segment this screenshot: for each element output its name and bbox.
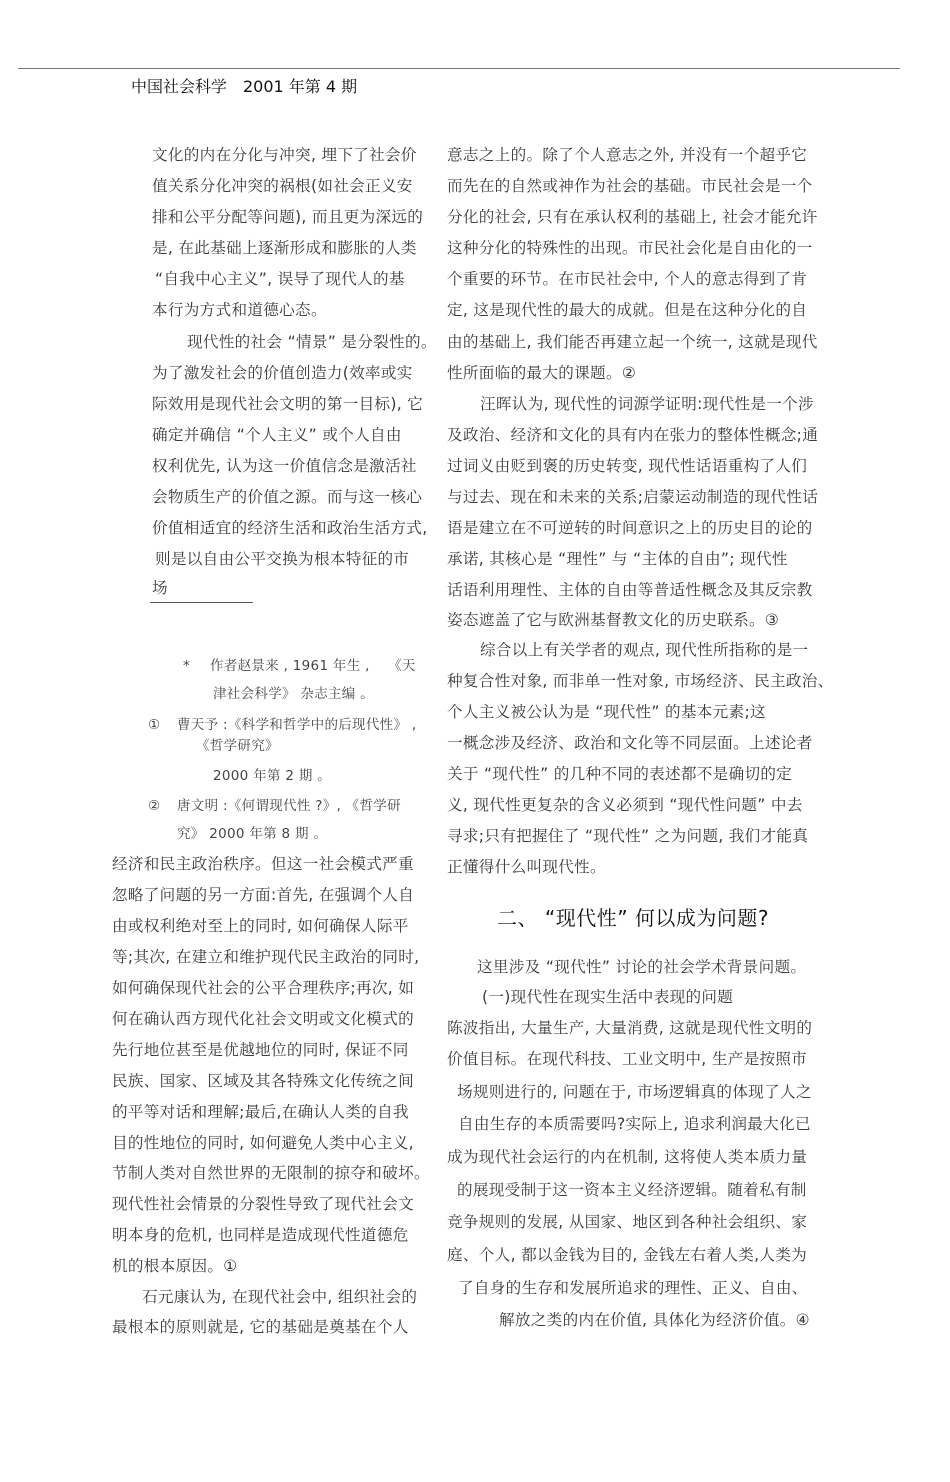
right-column-text-line: 过词义由贬到褒的历史转变, 现代性话语重构了人们 bbox=[447, 457, 808, 475]
left-column-text-line: 何在确认西方现代化社会文明或文化模式的 bbox=[112, 1010, 414, 1028]
left-column-text-line: 经济和民主政治秩序。但这一社会模式严重 bbox=[112, 855, 414, 873]
footnote-separator bbox=[150, 602, 253, 603]
left-column-text-line: 是, 在此基础上逐渐形成和膨胀的人类 bbox=[152, 239, 417, 257]
right-column-text-line: 承诺, 其核心是 “理性” 与 “主体的自由”; 现代性 bbox=[447, 550, 788, 568]
left-column-text-line: 权利优先, 认为这一价值信念是激活社 bbox=[152, 457, 417, 475]
footnote-line: 2000 年第 2 期 。 bbox=[213, 768, 332, 784]
right-column-text-line: 个人主义被公认为是 “现代性” 的基本元素;这 bbox=[447, 703, 766, 721]
left-column-text-line: 文化的内在分化与冲突, 埋下了社会价 bbox=[152, 146, 417, 164]
right-column-text-line: 语是建立在不可逆转的时间意识之上的历史目的论的 bbox=[447, 519, 813, 537]
left-column-text-line: 现代性的社会 “情景” 是分裂性的。 bbox=[187, 333, 437, 351]
right-column-text-line: 自由生存的本质需要吗?实际上, 追求利润最大化已 bbox=[458, 1115, 811, 1133]
footnote-line: 究》 2000 年第 8 期 。 bbox=[177, 826, 328, 842]
left-column-text-line: 场 bbox=[152, 579, 168, 597]
left-column-text-line: 先行地位甚至是优越地位的同时, 保证不同 bbox=[112, 1041, 409, 1059]
right-column-text-line: 与过去、现在和未来的关系;启蒙运动制造的现代性话 bbox=[447, 488, 819, 506]
left-column-text-line: 确定并确信 “个人主义” 或个人自由 bbox=[152, 426, 402, 444]
footnote-line: ② bbox=[148, 798, 161, 814]
left-column-text-line: 的平等对话和理解;最后,在确认人类的自我 bbox=[112, 1103, 409, 1121]
right-column-text-line: 分化的社会, 只有在承认权利的基础上, 社会才能允许 bbox=[447, 208, 818, 226]
right-column-text-line: 竞争规则的发展, 从国家、地区到各种社会组织、家 bbox=[447, 1213, 808, 1231]
right-column-text-line: 义, 现代性更复杂的含义必须到 “现代性问题” 中去 bbox=[447, 796, 803, 814]
left-column-text-line: 石元康认为, 在现代社会中, 组织社会的 bbox=[142, 1288, 418, 1306]
footnote-line: 《哲学研究》 bbox=[196, 738, 279, 754]
left-column-text-line: 目的性地位的同时, 如何避免人类中心主义, bbox=[112, 1134, 414, 1152]
right-column-text-line: 话语利用理性、主体的自由等普适性概念及其反宗教 bbox=[447, 581, 813, 599]
right-column-text-line: 汪晖认为, 现代性的词源学证明:现代性是一个涉 bbox=[480, 395, 814, 413]
right-column-text-line: (一)现代性在现实生活中表现的问题 bbox=[482, 988, 734, 1006]
right-column-text-line: 庭、个人, 都以金钱为目的, 金钱左右着人类,人类为 bbox=[447, 1246, 808, 1264]
footnote-line: ① bbox=[148, 717, 161, 733]
footnote-line: 唐文明 :《何谓现代性 ?》, 《哲学研 bbox=[177, 798, 401, 814]
left-column-text-line: 最根本的原则就是, 它的基础是奠基在个人 bbox=[112, 1318, 409, 1336]
right-column-text-line: 意志之上的。除了个人意志之外, 并没有一个超乎它 bbox=[447, 146, 808, 164]
left-column-text-line: 为了激发社会的价值创造力(效率或实 bbox=[152, 364, 413, 382]
right-column-text-line: 了自身的生存和发展所追求的理性、正义、自由、 bbox=[458, 1279, 808, 1297]
left-column-text-line: 明本身的危机, 也同样是造成现代性道德危 bbox=[112, 1226, 409, 1244]
left-column-text-line: 本行为方式和道德心态。 bbox=[152, 301, 327, 319]
left-column-text-line: 机的根本原因。① bbox=[112, 1257, 238, 1275]
right-column-text-line: 而先在的自然或神作为社会的基础。市民社会是一个 bbox=[447, 177, 813, 195]
left-column-text-line: 等;其次, 在建立和维护现代民主政治的同时, bbox=[112, 948, 420, 966]
left-column-text-line: 排和公平分配等问题), 而且更为深远的 bbox=[152, 208, 424, 226]
left-column-text-line: 民族、国家、区域及其各特殊文化传统之间 bbox=[112, 1072, 414, 1090]
right-column-text-line: 一概念涉及经济、政治和文化等不同层面。上述论者 bbox=[447, 734, 813, 752]
right-column-text-line: 个重要的环节。在市民社会中, 个人的意志得到了肯 bbox=[447, 270, 808, 288]
left-column-text-line: 节制人类对自然世界的无限制的掠夺和破坏。 bbox=[112, 1164, 430, 1182]
left-column-text-line: 会物质生产的价值之源。而与这一核心 bbox=[152, 488, 423, 506]
right-column-text-line: 综合以上有关学者的观点, 现代性所指称的是一 bbox=[480, 641, 809, 659]
right-column-text-line: 场规则进行的, 问题在于, 市场逻辑真的体现了人之 bbox=[457, 1083, 812, 1101]
left-column-text-line: “自我中心主义”, 误导了现代人的基 bbox=[155, 270, 405, 288]
footnote-line: * bbox=[183, 658, 191, 674]
right-column-text-line: 这里涉及 “现代性” 讨论的社会学术背景问题。 bbox=[477, 958, 807, 976]
right-column-text-line: 性所面临的最大的课题。② bbox=[447, 364, 637, 382]
right-column-text-line: 定, 这是现代性的最大的成就。但是在这种分化的自 bbox=[447, 301, 808, 319]
running-header: 中国社会科学 2001 年第 4 期 bbox=[131, 77, 358, 96]
left-column-text-line: 际效用是现代社会文明的第一目标), 它 bbox=[152, 395, 424, 413]
footnote-line: 作者赵景来 , 1961 年生 , 《天 bbox=[210, 658, 416, 674]
footnote-line: 曹天予 :《科学和哲学中的后现代性》 , bbox=[177, 717, 417, 733]
right-column-text-line: 成为现代社会运行的内在机制, 这将使人类本质力量 bbox=[447, 1148, 808, 1166]
right-column-text-line: 的展现受制于这一资本主义经济逻辑。随着私有制 bbox=[457, 1181, 807, 1199]
left-column-text-line: 如何确保现代社会的公平合理秩序;再次, 如 bbox=[112, 979, 415, 997]
right-column-text-line: 由的基础上, 我们能否再建立起一个统一, 这就是现代 bbox=[447, 333, 818, 351]
right-column-text-line: 及政治、经济和文化的具有内在张力的整体性概念;通 bbox=[447, 426, 819, 444]
left-column-text-line: 则是以自由公平交换为根本特征的市 bbox=[155, 550, 410, 568]
left-column-text-line: 价值相适宜的经济生活和政治生活方式, bbox=[152, 519, 428, 537]
right-column-text-line: 正懂得什么叫现代性。 bbox=[447, 858, 606, 876]
right-column-text-line: 姿态遮盖了它与欧洲基督教文化的历史联系。③ bbox=[447, 611, 780, 629]
left-column-text-line: 现代性社会情景的分裂性导致了现代社会文 bbox=[112, 1195, 414, 1213]
right-column-text-line: 关于 “现代性” 的几种不同的表述都不是确切的定 bbox=[447, 765, 793, 783]
footnote-line: 津社会科学》 杂志主编 。 bbox=[213, 686, 374, 702]
left-column-text-line: 由或权利绝对至上的同时, 如何确保人际平 bbox=[112, 917, 409, 935]
right-column-text-line: 价值目标。在现代科技、工业文明中, 生产是按照市 bbox=[447, 1050, 808, 1068]
right-column-text-line: 种复合性对象, 而非单一性对象, 市场经济、民主政治、 bbox=[447, 672, 834, 690]
section-heading: 二、 “现代性” 何以成为问题? bbox=[497, 906, 770, 930]
right-column-text-line: 寻求;只有把握住了 “现代性” 之为问题, 我们才能真 bbox=[447, 827, 809, 845]
left-column-text-line: 忽略了问题的另一方面:首先, 在强调个人自 bbox=[112, 886, 415, 904]
header-rule bbox=[18, 68, 900, 69]
right-column-text-line: 这种分化的特殊性的出现。市民社会化是自由化的一 bbox=[447, 239, 813, 257]
left-column-text-line: 值关系分化冲突的祸根(如社会正义安 bbox=[152, 177, 413, 195]
right-column-text-line: 解放之类的内在价值, 具体化为经济价值。④ bbox=[499, 1311, 810, 1329]
right-column-text-line: 陈波指出, 大量生产, 大量消费, 这就是现代性文明的 bbox=[447, 1019, 813, 1037]
